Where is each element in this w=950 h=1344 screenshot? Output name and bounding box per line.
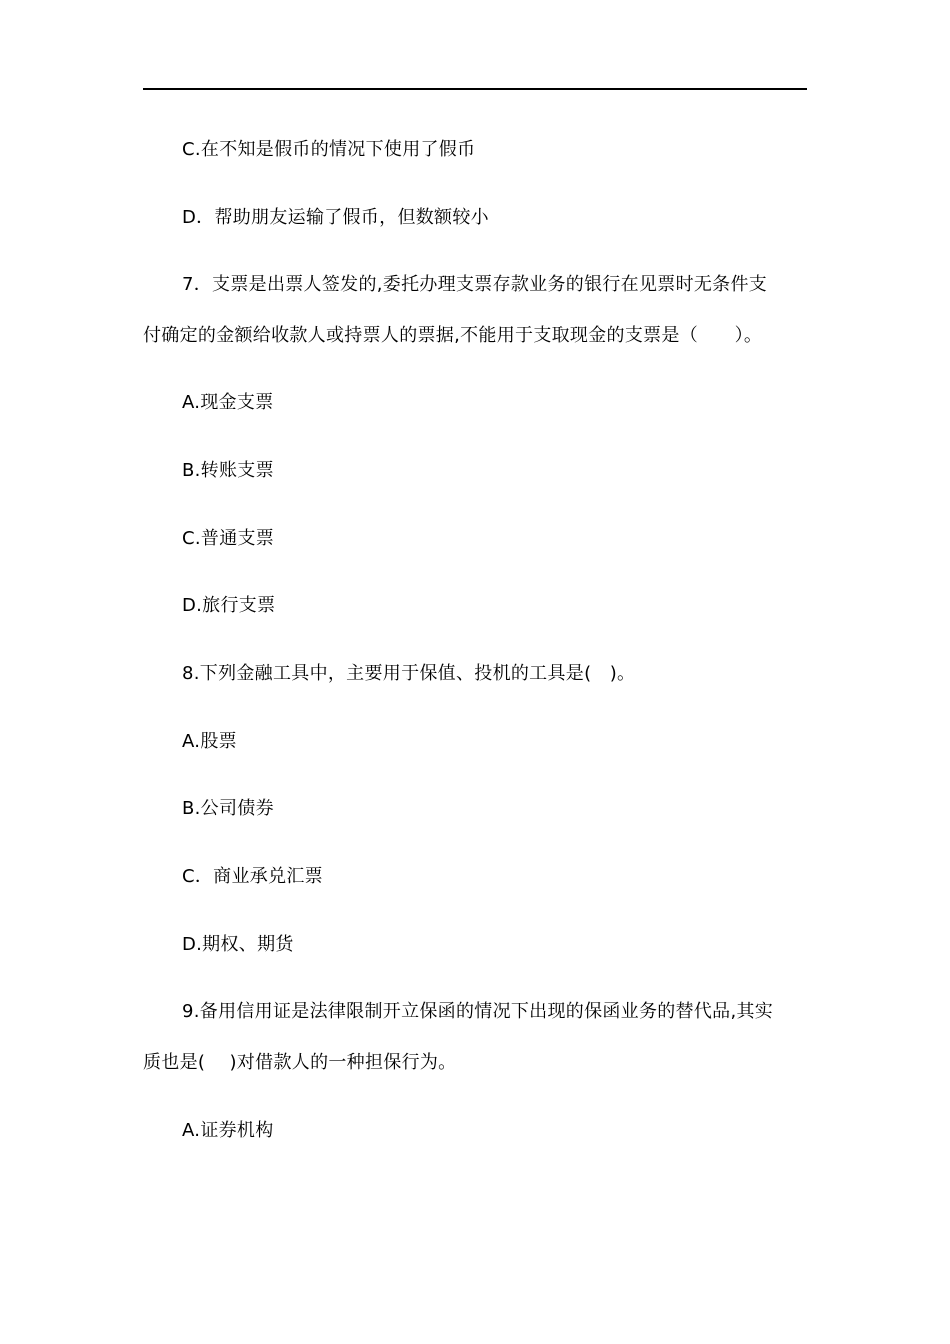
q7-option-b: B.转账支票 [182,460,274,481]
q6-option-c: C.在不知是假币的情况下使用了假币 [182,139,476,160]
q9-option-a: A.证券机构 [182,1120,274,1141]
q7-option-a: A.现金支票 [182,392,274,413]
q7-option-c: C.普通支票 [182,528,275,549]
q8-option-c: C．商业承兑汇票 [182,866,323,887]
q7-option-d: D.旅行支票 [182,595,276,616]
q9-stem-line1: 9.备用信用证是法律限制开立保函的情况下出现的保函业务的替代品,其实 [182,1001,774,1022]
q6-option-d: D．帮助朋友运输了假币，但数额较小 [182,207,489,228]
header-rule [143,88,807,90]
q8-option-d: D.期权、期货 [182,934,294,955]
q7-stem-line2: 付确定的金额给收款人或持票人的票据,不能用于支取现金的支票是（ ）。 [143,325,763,346]
q8-option-b: B.公司债券 [182,798,274,819]
q9-stem-line2: 质也是( )对借款人的一种担保行为。 [143,1052,457,1073]
q8-stem: 8.下列金融工具中，主要用于保值、投机的工具是( )。 [182,663,636,684]
q8-option-a: A.股票 [182,731,237,752]
q7-stem-line1: 7．支票是出票人签发的,委托办理支票存款业务的银行在见票时无条件支 [182,274,768,295]
